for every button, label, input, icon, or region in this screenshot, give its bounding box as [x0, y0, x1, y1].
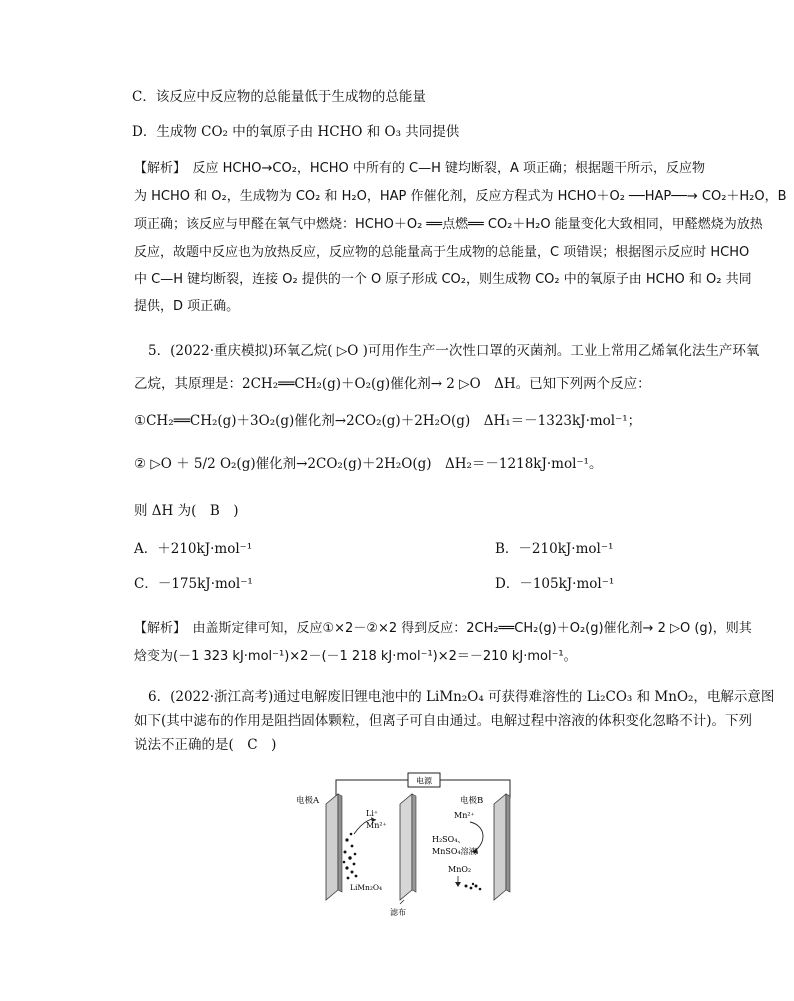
filter-label: 滤布 [390, 908, 406, 917]
analysis-line: 提供，D 项正确。 [134, 299, 240, 314]
question-6-stem: 6．(2022·浙江高考)通过电解废旧锂电池中的 LiMn₂O₄ 可获得难溶性的 Li₂CO₃ 和 MnO₂，电解示意图 [148, 689, 775, 705]
reaction-1: ①CH₂══CH₂(g)＋3O₂(g)催化剂→2CO₂(g)＋2H₂O(g) ΔH₁＝－1323kJ·mol⁻¹； [134, 413, 642, 429]
electrode-a-label: 电极A [296, 796, 320, 806]
question-5-ask: 则 ΔH 为( B ) [134, 503, 239, 519]
option-a: A．＋210kJ·mol⁻¹ [134, 541, 253, 557]
filter-cloth [400, 794, 412, 900]
mno2-particles [465, 883, 482, 891]
mn-ion-right-label: Mn²⁺ [454, 811, 475, 820]
solution-label-2: MnSO₄溶液 [432, 847, 477, 856]
limn2o4-label: LiMn₂O₄ [350, 883, 383, 892]
electrode-b [494, 794, 506, 900]
question-5-stem: 5．(2022·重庆模拟)环氧乙烷( ▷O )可用作生产一次性口罩的灭菌剂。工业上常用乙烯氧化法生产环氧 [148, 343, 760, 359]
analysis-line: 为 HCHO 和 O₂，生成物为 CO₂ 和 H₂O，HAP 作催化剂，反应方程式为 HCHO＋O₂ ──HAP──→ CO₂＋H₂O，B [134, 189, 787, 204]
analysis-line: 中 C—H 键均断裂，连接 O₂ 提供的一个 O 原子形成 CO₂，则生成物 CO₂ 中的氧原子由 HCHO 和 O₂ 共同 [134, 272, 752, 287]
option-c: C．－175kJ·mol⁻¹ [134, 576, 253, 592]
option-c: C．该反应中反应物的总能量低于生成物的总能量 [132, 89, 426, 105]
option-d: D．－105kJ·mol⁻¹ [495, 576, 615, 592]
question-5-stem: 乙烷，其原理是：2CH₂══CH₂(g)＋O₂(g)催化剂→ 2 ▷O ΔH。已知下列两个反应： [134, 376, 651, 392]
option-d: D．生成物 CO₂ 中的氧原子由 HCHO 和 O₃ 共同提供 [132, 124, 460, 140]
li-ion-label: Li⁺ [366, 809, 379, 818]
electrode-a [326, 794, 338, 900]
analysis-line: 【解析】 由盖斯定律可知，反应①×2－②×2 得到反应：2CH₂══CH₂(g)＋O₂(g)催化剂→ 2 ▷O (g)，则其 [134, 621, 752, 636]
electrode-b-label: 电极B [460, 796, 484, 806]
mn-ion-left-label: Mn²⁺ [366, 821, 387, 830]
mno2-label: MnO₂ [448, 865, 472, 874]
electrolysis-diagram [292, 768, 528, 920]
limn2o4-particles [343, 833, 358, 880]
analysis-line: 焓变为(－1 323 kJ·mol⁻¹)×2－(－1 218 kJ·mol⁻¹)×2＝－210 kJ·mol⁻¹。 [134, 649, 577, 664]
power-label: 电源 [416, 776, 432, 786]
analysis-line: 【解析】 反应 HCHO→CO₂，HCHO 中所有的 C—H 键均断裂，A 项正确；根据题干所示，反应物 [134, 161, 706, 176]
question-6-stem: 如下(其中滤布的作用是阻挡固体颗粒，但离子可自由通过。电解过程中溶液的体积变化忽略不计)。下列 [134, 713, 753, 729]
analysis-line: 反应，故题中反应也为放热反应，反应物的总能量高于生成物的总能量，C 项错误；根据图示反应时 HCHO [134, 245, 750, 260]
analysis-line: 项正确；该反应与甲醛在氧气中燃烧：HCHO＋O₂ ══点燃══ CO₂＋H₂O 能量变化大致相同，甲醛燃烧为放热 [134, 217, 763, 232]
reaction-2: ② ▷O ＋ 5/2 O₂(g)催化剂→2CO₂(g)＋2H₂O(g) ΔH₂＝－1218kJ·mol⁻¹。 [134, 456, 603, 472]
option-b: B．－210kJ·mol⁻¹ [495, 541, 614, 557]
question-6-stem: 说法不正确的是( C ) [134, 737, 277, 753]
solution-label-1: H₂SO₄、 [432, 835, 466, 844]
